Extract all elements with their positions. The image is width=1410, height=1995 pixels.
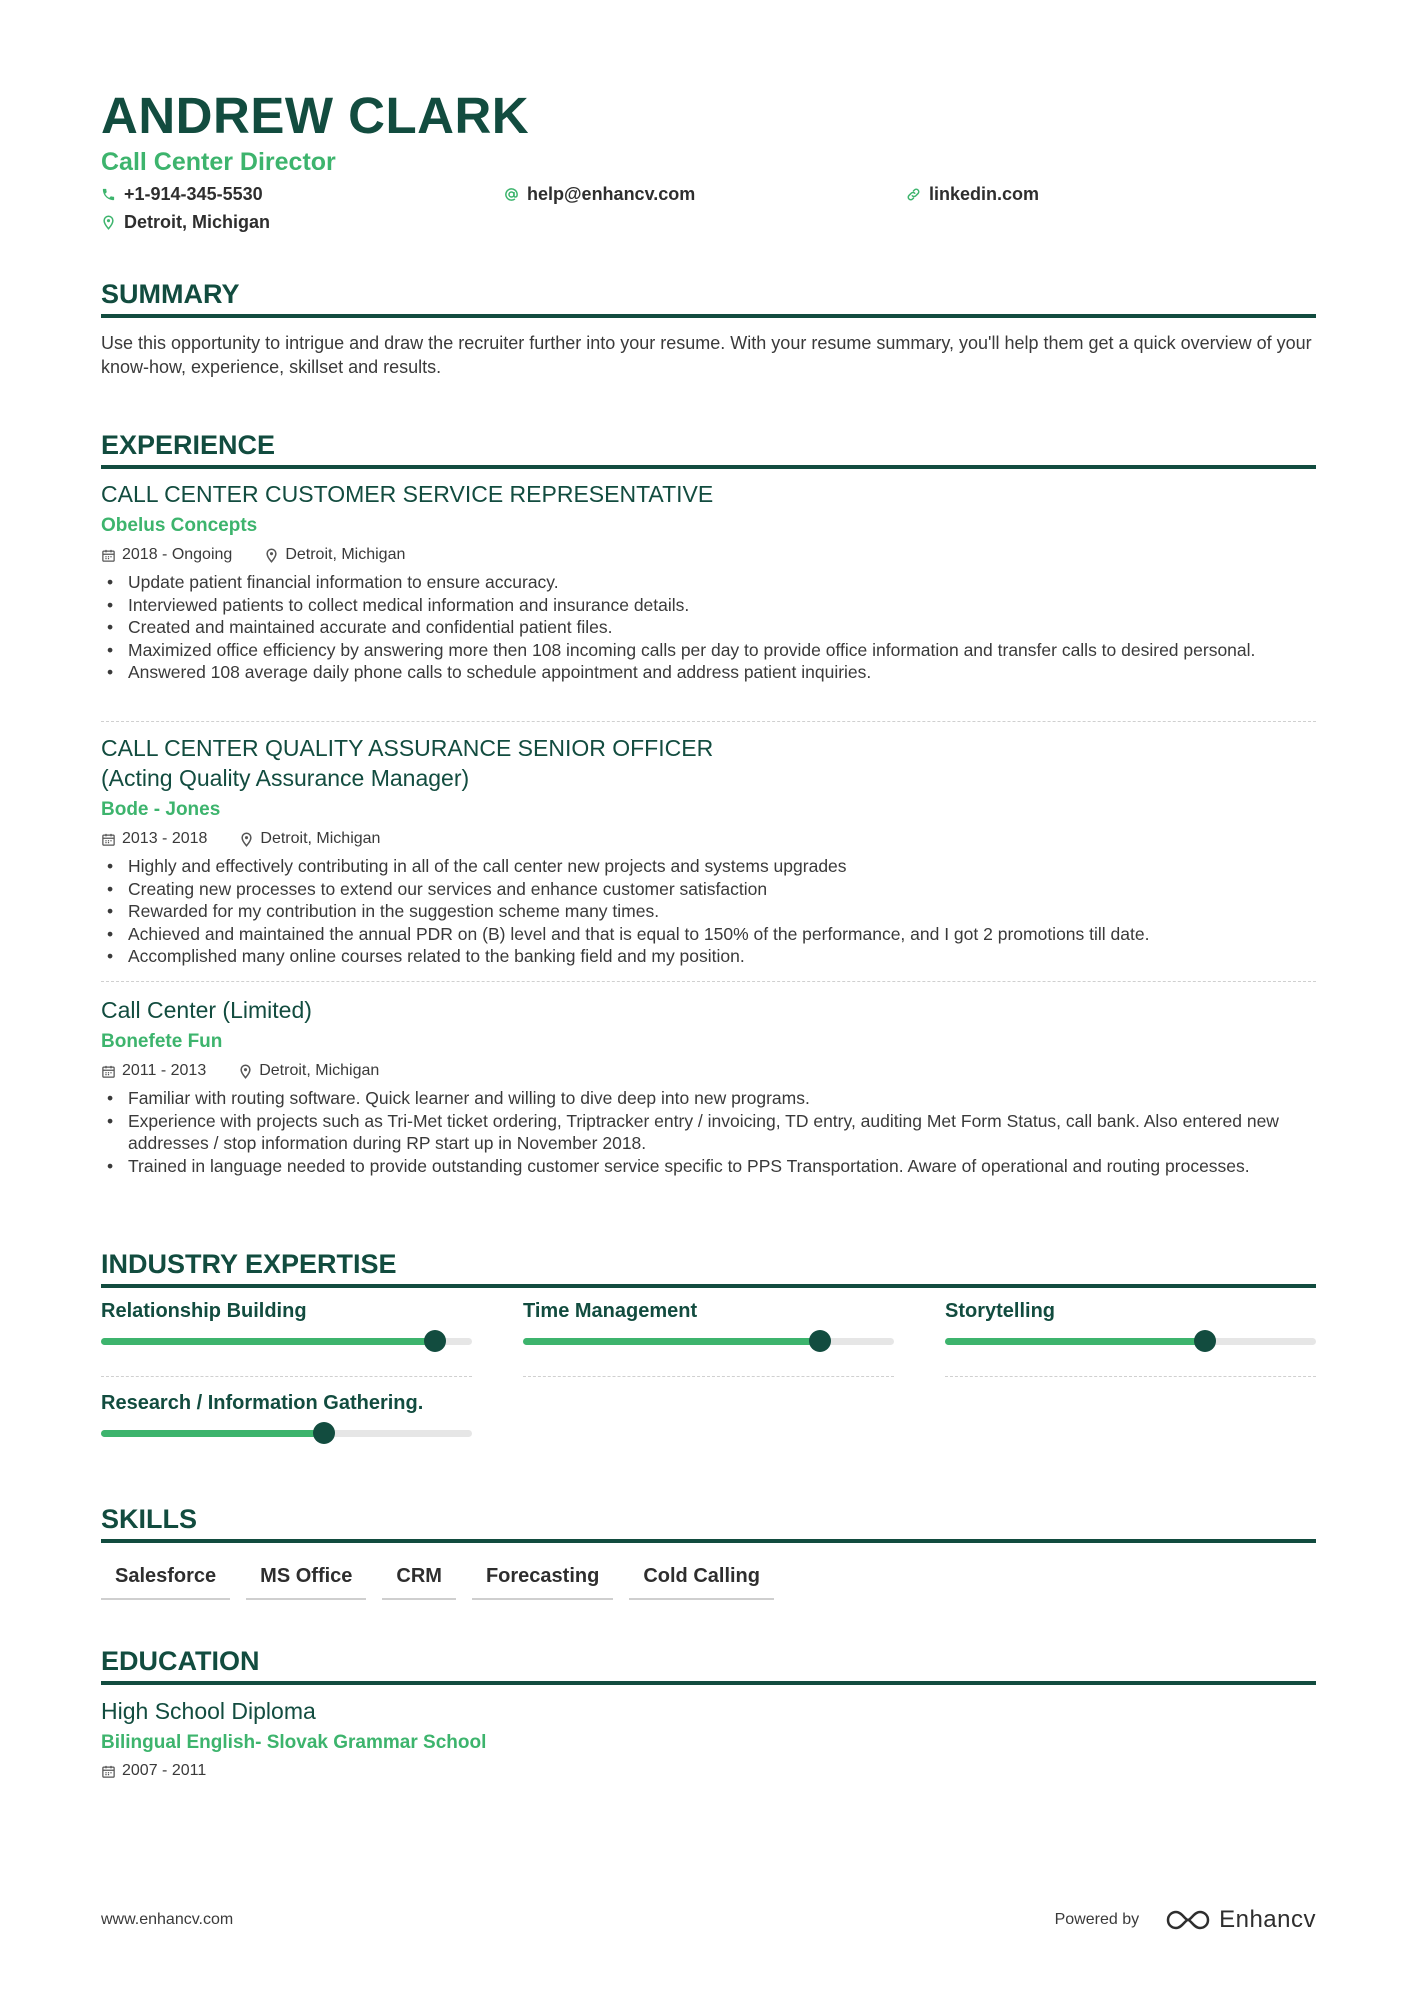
powered-by-text: Powered by [1054, 1911, 1140, 1928]
at-icon [504, 187, 519, 202]
contact-email[interactable] [504, 184, 695, 205]
expertise-fill [101, 1430, 324, 1437]
divider [101, 1376, 472, 1377]
list-item: • Maximized office efficiency by answering more then 108 incoming calls per day to provide office information and transfer calls to desired personal. [101, 639, 1316, 662]
brand-logo[interactable] [1165, 1906, 1316, 1934]
expertise-track [101, 1430, 472, 1437]
job-meta [101, 830, 380, 848]
expertise-item [523, 1300, 894, 1323]
list-item: • Experience with projects such as Tri-Met ticket ordering, Triptracker entry / invoicing, TD entry, auditing Met Form Status, call bank. Also entered new addresses / stop information during RP start up in November 2018. [101, 1110, 1316, 1155]
candidate-name: ANDREW CLARK [101, 87, 530, 144]
skill-tag: CRM [382, 1565, 456, 1600]
job-meta [101, 1062, 379, 1080]
list-item: • Answered 108 average daily phone calls to schedule appointment and address patient inquiries. [101, 661, 1316, 684]
expertise-fill [523, 1338, 820, 1345]
job-title: Call Center (Limited) [101, 997, 312, 1023]
expertise-knob [313, 1422, 335, 1444]
skill-tag: MS Office [246, 1565, 366, 1600]
job-dates: 2013 - 2018 [122, 830, 208, 847]
job-subtitle: (Acting Quality Assurance Manager) [101, 765, 470, 791]
job-dates: 2011 - 2013 [122, 1062, 207, 1079]
calendar-icon [101, 1064, 116, 1079]
skill-tag: Cold Calling [629, 1565, 774, 1600]
expertise-track [101, 1338, 472, 1345]
expertise-fill [101, 1338, 435, 1345]
enhancv-logo-icon [1165, 1908, 1211, 1932]
summary-text: Use this opportunity to intrigue and draw the recruiter further into your resume. With your resume summary, you'll help them get a quick overview of your know-how, experience, skillset and results. [101, 333, 1312, 377]
map-pin-icon [101, 215, 116, 230]
job-location: Detroit, Michigan [260, 830, 381, 847]
list-item: • Trained in language needed to provide outstanding customer service specific to PPS Transportation. Aware of operational and routing processes. [101, 1155, 1316, 1178]
expertise-knob [1194, 1330, 1216, 1352]
expertise-label: Storytelling [945, 1300, 1056, 1322]
link-icon [906, 187, 921, 202]
job-bullets [101, 571, 1316, 684]
skill-tag: Salesforce [101, 1565, 230, 1600]
contact-phone[interactable] [101, 184, 263, 205]
job-company: Obelus Concepts [101, 515, 258, 536]
divider [523, 1376, 894, 1377]
expertise-heading: INDUSTRY EXPERTISE [101, 1249, 1316, 1288]
map-pin-icon [264, 548, 279, 563]
expertise-item [101, 1392, 472, 1415]
list-item: • Achieved and maintained the annual PDR on (B) level and that is equal to 150% of the performance, and I got 2 promotions till date. [101, 923, 1316, 946]
calendar-icon [101, 548, 116, 563]
job-bullets [101, 1087, 1316, 1177]
expertise-knob [424, 1330, 446, 1352]
list-item: • Familiar with routing software. Quick learner and willing to dive deep into new programs. [101, 1087, 1316, 1110]
skills-list [101, 1565, 774, 1600]
email-text: help@enhancv.com [527, 184, 696, 204]
divider [101, 721, 1316, 722]
resume-page [101, 0, 1316, 1995]
expertise-item [945, 1300, 1316, 1323]
linkedin-text: linkedin.com [929, 184, 1040, 204]
list-item: • Update patient financial information to ensure accuracy. [101, 571, 1316, 594]
list-item: • Creating new processes to extend our services and enhance customer satisfaction [101, 878, 1316, 901]
phone-text: +1-914-345-5530 [124, 184, 263, 204]
education-dates: 2007 - 2011 [122, 1762, 207, 1779]
job-meta [101, 546, 405, 564]
divider [945, 1376, 1316, 1377]
contact-linkedin[interactable] [906, 184, 1039, 205]
education-meta [101, 1762, 206, 1780]
education-degree: High School Diploma [101, 1698, 316, 1724]
list-item: • Accomplished many online courses related to the banking field and my position. [101, 945, 1316, 968]
list-item: • Created and maintained accurate and confidential patient files. [101, 616, 1316, 639]
location-text: Detroit, Michigan [124, 212, 271, 232]
footer-website[interactable]: www.enhancv.com [101, 1911, 234, 1928]
calendar-icon [101, 1764, 116, 1779]
skills-heading: SKILLS [101, 1504, 1316, 1543]
list-item: • Interviewed patients to collect medical information and insurance details. [101, 594, 1316, 617]
job-location: Detroit, Michigan [259, 1062, 380, 1079]
skill-tag: Forecasting [472, 1565, 613, 1600]
contact-location [101, 212, 270, 233]
education-school: Bilingual English- Slovak Grammar School [101, 1732, 487, 1753]
job-location: Detroit, Michigan [285, 546, 406, 563]
education-heading: EDUCATION [101, 1646, 1316, 1685]
expertise-track [523, 1338, 894, 1345]
job-bullets [101, 855, 1316, 968]
job-dates: 2018 - Ongoing [122, 546, 233, 563]
map-pin-icon [238, 1064, 253, 1079]
list-item: • Highly and effectively contributing in all of the call center new projects and systems upgrades [101, 855, 1316, 878]
expertise-label: Relationship Building [101, 1300, 307, 1322]
expertise-label: Time Management [523, 1300, 698, 1322]
calendar-icon [101, 832, 116, 847]
candidate-role: Call Center Director [101, 148, 336, 176]
brand-name: Enhancv [1219, 1906, 1316, 1933]
job-title: CALL CENTER CUSTOMER SERVICE REPRESENTATIVE [101, 481, 714, 507]
job-company: Bode - Jones [101, 799, 221, 820]
divider [101, 981, 1316, 982]
summary-heading: SUMMARY [101, 279, 1316, 318]
expertise-track [945, 1338, 1316, 1345]
expertise-knob [809, 1330, 831, 1352]
phone-icon [101, 187, 116, 202]
expertise-label: Research / Information Gathering. [101, 1392, 424, 1414]
map-pin-icon [239, 832, 254, 847]
experience-heading: EXPERIENCE [101, 430, 1316, 469]
job-title: CALL CENTER QUALITY ASSURANCE SENIOR OFFICER [101, 735, 714, 761]
expertise-fill [945, 1338, 1205, 1345]
footer-branding [1055, 1906, 1316, 1934]
job-company: Bonefete Fun [101, 1031, 223, 1052]
expertise-item [101, 1300, 472, 1323]
list-item: • Rewarded for my contribution in the suggestion scheme many times. [101, 900, 1316, 923]
